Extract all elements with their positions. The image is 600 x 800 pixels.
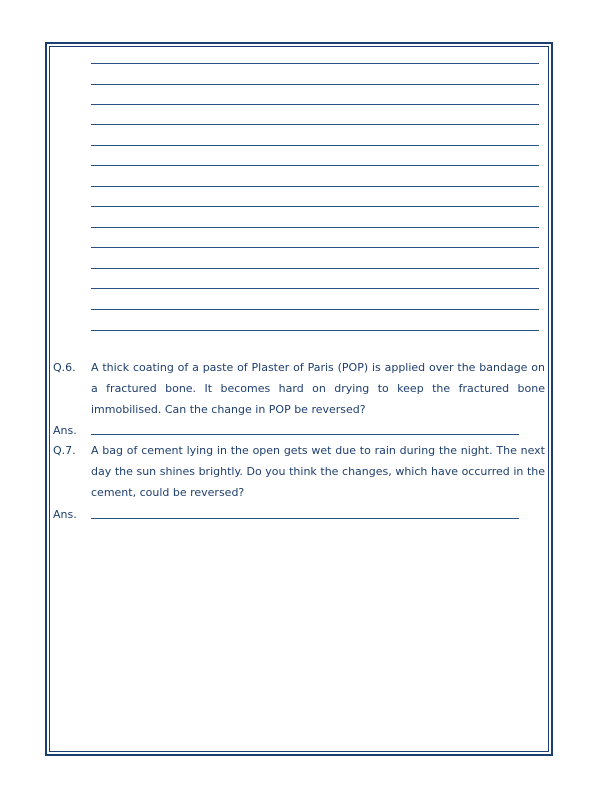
answer-label: Ans. bbox=[53, 508, 77, 521]
writing-line bbox=[91, 84, 539, 85]
writing-line bbox=[91, 247, 539, 248]
question-text: A bag of cement lying in the open gets wet due to rain during the night. The next day the sun shines brightly. Do you think the changes, which have occurred in the cement, could be reversed? bbox=[91, 444, 545, 499]
answer-line bbox=[91, 434, 519, 435]
question-text: A thick coating of a paste of Plaster of Paris (POP) is applied over the bandage on a fractured bone. It becomes hard on drying to keep the fractured bone immobilised. Can the change in POP be reversed? bbox=[91, 361, 545, 416]
writing-line bbox=[91, 186, 539, 187]
writing-line bbox=[91, 268, 539, 269]
question-number: Q.6. bbox=[53, 361, 76, 374]
writing-line bbox=[91, 145, 539, 146]
writing-line bbox=[91, 309, 539, 310]
answer-line bbox=[91, 518, 519, 519]
writing-line bbox=[91, 288, 539, 289]
writing-line bbox=[91, 124, 539, 125]
writing-line bbox=[91, 63, 539, 64]
writing-line bbox=[91, 206, 539, 207]
answer-label: Ans. bbox=[53, 424, 77, 437]
question-number: Q.7. bbox=[53, 444, 76, 457]
writing-line bbox=[91, 330, 539, 331]
writing-line bbox=[91, 227, 539, 228]
writing-line bbox=[91, 165, 539, 166]
writing-line bbox=[91, 104, 539, 105]
